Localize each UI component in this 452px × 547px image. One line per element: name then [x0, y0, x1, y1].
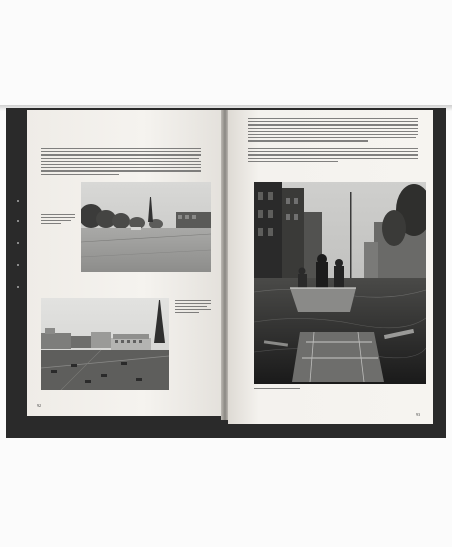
text-line — [41, 161, 201, 162]
photo-aerial-eiffel — [41, 298, 169, 390]
left-page-number: 92 — [37, 403, 41, 408]
text-line — [41, 170, 201, 171]
photo1-caption-lines — [41, 214, 77, 228]
margin-mark — [17, 286, 19, 288]
photo2-caption-lines — [175, 300, 215, 316]
text-line — [41, 167, 201, 168]
photo-flooded-street-image — [254, 182, 426, 384]
photo-square-eiffel — [81, 182, 211, 272]
text-line — [248, 128, 418, 129]
text-line — [248, 131, 418, 132]
photo-aerial-eiffel-image — [41, 298, 169, 390]
text-line — [248, 134, 418, 135]
text-line — [248, 151, 418, 152]
text-line — [41, 151, 201, 152]
caption-line — [175, 303, 211, 304]
caption-line — [175, 312, 199, 313]
text-line — [41, 154, 201, 155]
margin-mark — [17, 220, 19, 222]
left-page-text — [41, 148, 201, 178]
text-line — [248, 161, 338, 162]
text-line — [248, 124, 418, 125]
margin-mark — [17, 242, 19, 244]
photo-flooded-street — [254, 182, 426, 384]
right-page-number: 93 — [416, 412, 420, 417]
text-line — [41, 174, 119, 175]
margin-mark — [17, 200, 19, 202]
photo-credit-line — [254, 388, 304, 390]
text-line — [248, 121, 418, 122]
left-page — [27, 110, 222, 416]
text-line — [248, 140, 368, 141]
margin-mark — [17, 264, 19, 266]
text-line — [248, 158, 418, 159]
caption-line — [41, 220, 71, 221]
photo-square-eiffel-image — [81, 182, 211, 272]
caption-line — [41, 214, 75, 215]
margin-marks — [15, 200, 21, 290]
caption-line — [175, 300, 211, 301]
text-line — [248, 148, 418, 149]
right-page-text — [248, 118, 418, 178]
right-page — [228, 110, 433, 424]
text-line — [248, 118, 418, 119]
text-line — [41, 148, 201, 149]
text-line — [41, 158, 199, 159]
caption-line — [175, 306, 207, 307]
text-line — [41, 164, 201, 165]
caption-line — [175, 309, 211, 310]
text-line — [248, 154, 418, 155]
caption-line — [41, 217, 75, 218]
caption-line — [254, 388, 300, 389]
text-line — [248, 137, 416, 138]
caption-line — [41, 223, 61, 224]
